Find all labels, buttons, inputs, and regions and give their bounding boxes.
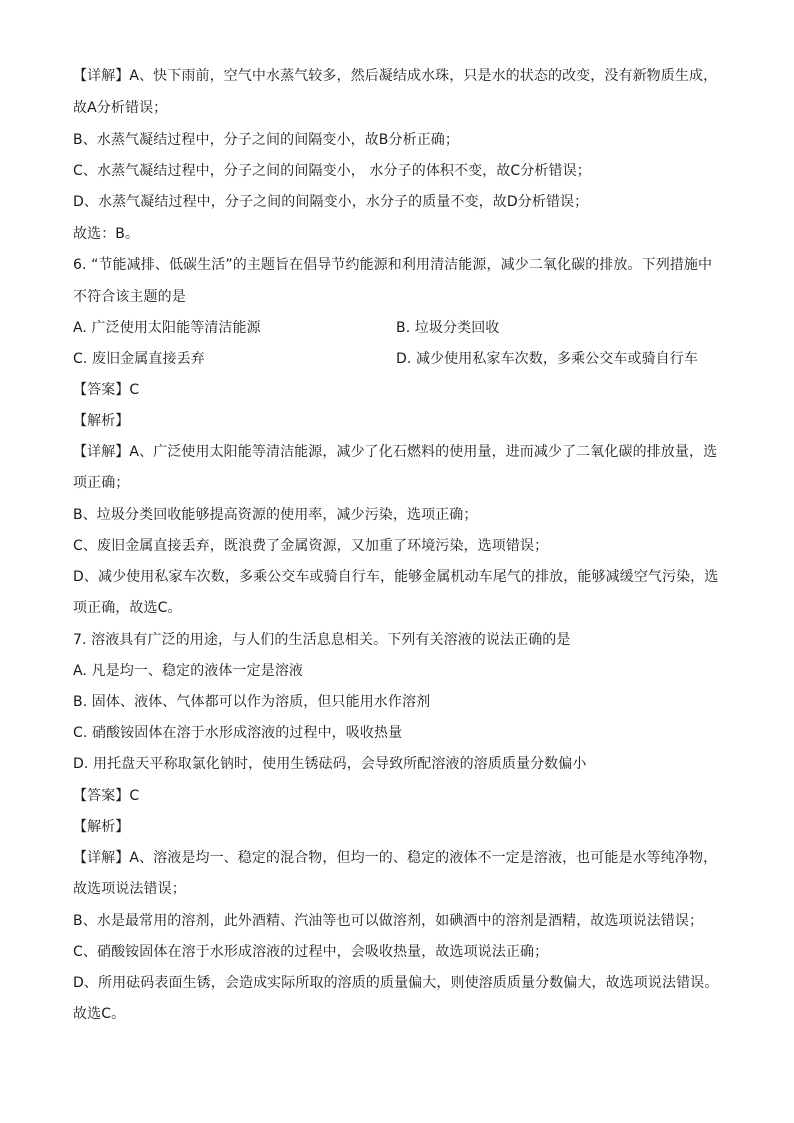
q7-detail-a-line1: 【详解】A、溶液是均一、稳定的混合物，但均一的、稳定的液体不一定是溶液，也可能是水等纯净物， [73, 850, 718, 866]
q7-option-b: B. 固体、液体、气体都可以作为溶质，但只能用水作溶剂 [73, 694, 431, 710]
q6-option-a: A. 广泛使用太阳能等清洁能源 [73, 320, 261, 336]
q7-option-c: C. 硝酸铵固体在溶于水形成溶液的过程中，吸收热量 [73, 725, 403, 741]
q7-conclusion: 故选C。 [73, 1006, 126, 1022]
q7-stem: 7. 溶液具有广泛的用途，与人们的生活息息相关。下列有关溶液的说法正确的是 [73, 632, 571, 648]
q7-answer: 【答案】C [73, 788, 140, 804]
q5-detail-a-line1: 【详解】A、快下雨前，空气中水蒸气较多，然后凝结成水珠，只是水的状态的改变，没有新物质生成， [73, 68, 718, 84]
q7-analysis-label: 【解析】 [73, 819, 130, 835]
q7-detail-c: C、硝酸铵固体在溶于水形成溶液的过程中，会吸收热量，故选项说法正确； [73, 944, 549, 960]
q6-detail-c: C、废旧金属直接丢弃，既浪费了金属资源，又加重了环境污染，选项错误； [73, 538, 549, 554]
q5-conclusion: 故选：B。 [73, 226, 140, 242]
q6-option-d: D. 减少使用私家车次数，多乘公交车或骑自行车 [396, 351, 698, 367]
q7-option-a: A. 凡是均一、稳定的液体一定是溶液 [73, 663, 304, 679]
q6-option-b: B. 垃圾分类回收 [396, 320, 500, 336]
q7-detail-d: D、所用砝码表面生锈，会造成实际所取的溶质的质量偏大，则使溶质质量分数偏大，故选项说法错误。 [73, 975, 719, 991]
q5-detail-d: D、水蒸气凝结过程中，分子之间的间隔变小，水分子的质量不变，故D分析错误； [73, 194, 589, 210]
q7-option-d: D. 用托盘天平称取氯化钠时，使用生锈砝码，会导致所配溶液的溶质质量分数偏小 [73, 756, 587, 772]
q6-stem-line2: 不符合该主题的是 [73, 289, 186, 305]
q6-detail-a-line1: 【详解】A、广泛使用太阳能等清洁能源，减少了化石燃料的使用量，进而减少了二氧化碳的排放量，选 [73, 444, 718, 460]
q6-option-c: C. 废旧金属直接丢弃 [73, 351, 205, 367]
q6-detail-b: B、垃圾分类回收能够提高资源的使用率，减少污染，选项正确； [73, 507, 478, 523]
q6-detail-d-line2: 项正确，故选C。 [73, 600, 182, 616]
q6-stem-line1: 6. “节能减排、低碳生活”的主题旨在倡导节约能源和利用清洁能源，减少二氧化碳的排放。下列措施中 [73, 257, 713, 273]
q5-detail-a-line2: 故A分析错误； [73, 100, 168, 116]
q5-detail-c: C、水蒸气凝结过程中，分子之间的间隔变小， 水分子的体积不变，故C分析错误； [73, 163, 591, 179]
q6-detail-a-line2: 项正确； [73, 475, 130, 491]
q6-answer: 【答案】C [73, 382, 140, 398]
q7-detail-a-line2: 故选项说法错误； [73, 881, 186, 897]
q5-detail-b: B、水蒸气凝结过程中，分子之间的间隔变小，故B分析正确； [73, 132, 460, 148]
q6-detail-d-line1: D、减少使用私家车次数，多乘公交车或骑自行车，能够金属机动车尾气的排放，能够减缓空气污染，选 [73, 569, 719, 585]
q6-analysis-label: 【解析】 [73, 413, 130, 429]
q7-detail-b: B、水是最常用的溶剂，此外酒精、汽油等也可以做溶剂，如碘酒中的溶剂是酒精，故选项说法错误； [73, 913, 704, 929]
